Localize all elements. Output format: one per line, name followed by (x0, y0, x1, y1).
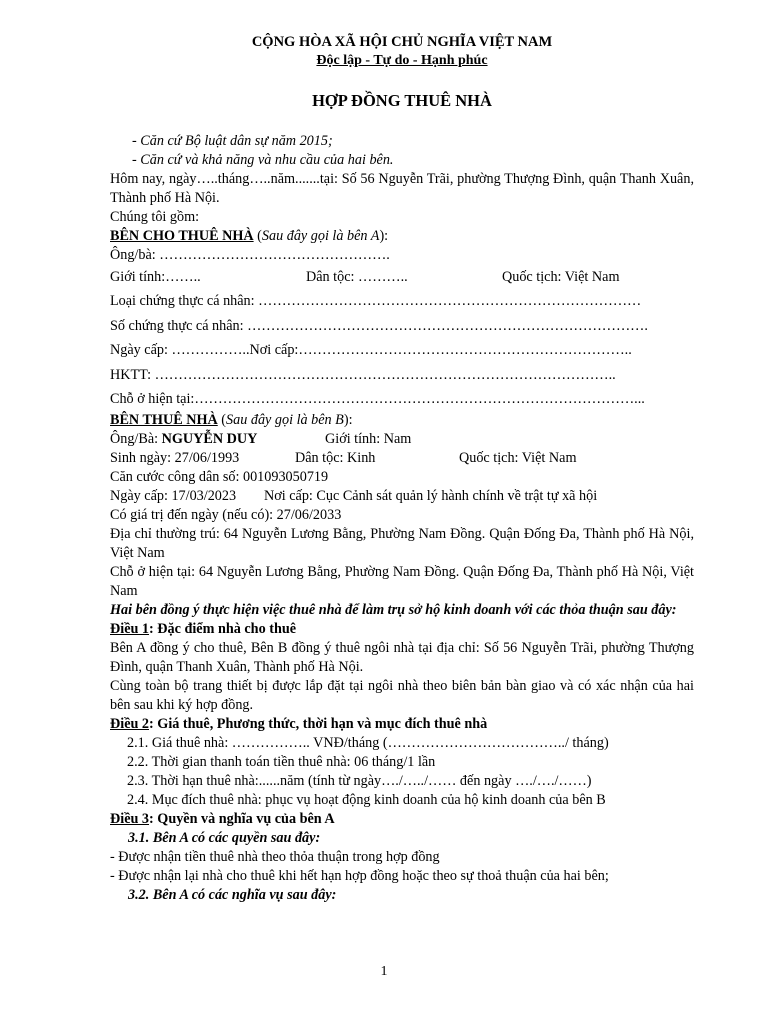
national-motto: Độc lập - Tự do - Hạnh phúc (316, 53, 488, 68)
article-3-heading (110, 810, 694, 829)
preamble (110, 132, 694, 227)
party-a-identity-row (110, 265, 694, 289)
party-a-section (110, 227, 694, 411)
parties-intro: Chúng tôi gồm: (110, 209, 200, 225)
party-b-note-close: ): (343, 412, 353, 429)
party-a-heading-note: Sau đây gọi là bên A (261, 228, 380, 244)
party-a-heading (110, 227, 694, 246)
party-b-dob: Sinh ngày: 27/06/1993 (110, 450, 240, 467)
article-1-label: Điều 1 (110, 621, 150, 638)
article-2-label: Điều 2 (110, 716, 150, 733)
party-a-nationality: Quốc tịch: Việt Nam (502, 269, 620, 285)
article-2-item: 2.1. Giá thuê nhà: …………….. VNĐ/tháng (………………………………../ tháng) (127, 735, 609, 752)
party-a-ethnicity: Dân tộc: ……….. (306, 269, 408, 285)
party-b-birth-row (110, 449, 694, 468)
party-a-id-type: Loại chứng thực cá nhân: ……………………………………………………………………… (110, 293, 642, 310)
article-2-item: 2.2. Thời gian thanh toán tiền thuê nhà: 06 tháng/1 lần (127, 754, 436, 771)
article-3 (110, 810, 694, 905)
article-3-rights-heading: 3.1. Bên A có các quyền sau đây: (128, 830, 321, 847)
article-1-paragraph-2: Cùng toàn bộ trang thiết bị được lắp đặt tại ngôi nhà theo biên bản bàn giao và có xác nhận của hai bên sau khi ký hợp đồng. (110, 678, 694, 714)
party-a-note-open: ( (253, 228, 262, 244)
national-heading: CỘNG HÒA XÃ HỘI CHỦ NGHĨA VIỆT NAM (251, 34, 553, 50)
party-b-issue-row (110, 487, 694, 506)
article-3-title: : Quyền và nghĩa vụ của bên A (149, 811, 335, 828)
party-a-name: Ông/bà: …………………………………………. (110, 247, 390, 263)
party-b-section (110, 411, 694, 601)
article-1 (110, 620, 694, 715)
party-a-gender: Giới tính:…….. (110, 269, 201, 285)
agreement-statement: Hai bên đồng ý thực hiện việc thuê nhà để làm trụ sở hộ kinh doanh với các thỏa thuận sau đây: (110, 602, 677, 619)
article-1-title: : Đặc điểm nhà cho thuê (149, 621, 297, 638)
legal-basis-1: - Căn cứ Bộ luật dân sự năm 2015; (132, 133, 333, 149)
party-b-name: NGUYỄN DUY (161, 431, 258, 448)
party-b-name-row (110, 430, 694, 449)
party-b-heading (110, 411, 694, 430)
document-page (110, 32, 694, 905)
article-2-heading (110, 715, 694, 734)
legal-basis-2: - Căn cứ và khả năng và nhu cầu của hai bên. (132, 152, 394, 168)
party-b-issue-place: Nơi cấp: Cục Cảnh sát quản lý hành chính về trật tự xã hội (264, 488, 598, 505)
article-2-title: : Giá thuê, Phương thức, thời hạn và mục đích thuê nhà (149, 716, 488, 733)
document-title: HỢP ĐỒNG THUÊ NHÀ (312, 91, 492, 110)
party-b-valid-until: Có giá trị đến ngày (nếu có): 27/06/2033 (110, 507, 342, 524)
party-a-heading-label: BÊN CHO THUÊ NHÀ (110, 228, 254, 244)
party-b-issue-date: Ngày cấp: 17/03/2023 (110, 488, 237, 505)
page-number: 1 (380, 964, 388, 979)
article-1-paragraph-1: Bên A đồng ý cho thuê, Bên B đồng ý thuê ngôi nhà tại địa chỉ: Số 56 Nguyễn Trãi, phường Thượng Đình, quận Thanh Xuân, Thành phố Hà Nội. (110, 640, 694, 676)
party-b-current-address: Chỗ ở hiện tại: 64 Nguyễn Lương Bằng, Phường Nam Đồng. Quận Đống Đa, Thành phố Hà Nội, Việt Nam (110, 564, 694, 600)
party-b-heading-note: Sau đây gọi là bên B (226, 412, 344, 429)
article-2-item: 2.4. Mục đích thuê nhà: phục vụ hoạt động kinh doanh của hộ kinh doanh của bên B (127, 792, 606, 809)
party-b-permanent-address: Địa chỉ thường trú: 64 Nguyễn Lương Bằng, Phường Nam Đồng. Quận Đống Đa, Thành phố Hà Nội, Việt Nam (110, 526, 694, 562)
party-b-heading-label: BÊN THUÊ NHÀ (110, 412, 218, 429)
party-b-ethnicity: Dân tộc: Kinh (295, 450, 376, 467)
party-b-nationality: Quốc tịch: Việt Nam (459, 450, 577, 467)
party-a-issue: Ngày cấp: ……………..Nơi cấp:…………………………………………………………….. (110, 342, 632, 359)
article-3-right: - Được nhận lại nhà cho thuê khi hết hạn hợp đồng hoặc theo sự thoả thuận của hai bên; (110, 868, 609, 885)
article-2 (110, 715, 694, 810)
party-a-residence: Chỗ ở hiện tại:…………………………………………………………………………………... (110, 391, 645, 408)
article-2-item: 2.3. Thời hạn thuê nhà:......năm (tính từ ngày…./…../…… đến ngày …./…./……) (127, 773, 592, 790)
party-b-gender: Giới tính: Nam (325, 431, 412, 448)
article-3-label: Điều 3 (110, 811, 150, 828)
party-b-name-label: Ông/Bà: (110, 431, 162, 448)
contract-place: Hôm nay, ngày…..tháng…..năm.......tại: Số 56 Nguyễn Trãi, phường Thượng Đình, quận Thanh Xuân, Thành phố Hà Nội. (110, 171, 694, 206)
article-1-heading (110, 620, 694, 639)
party-a-id-number: Số chứng thực cá nhân: …………………………………………………………………………. (110, 317, 648, 334)
party-b-name-field (110, 430, 325, 449)
party-b-citizen-id: Căn cước công dân số: 001093050719 (110, 469, 329, 486)
article-3-right: - Được nhận tiền thuê nhà theo thỏa thuận trong hợp đồng (110, 849, 440, 866)
party-b-note-open: ( (217, 412, 227, 429)
article-3-duties-heading: 3.2. Bên A có các nghĩa vụ sau đây: (128, 887, 337, 904)
party-a-hktt: HKTT: …………………………………………………………………………………….. (110, 366, 616, 383)
party-a-note-close: ): (379, 228, 389, 244)
